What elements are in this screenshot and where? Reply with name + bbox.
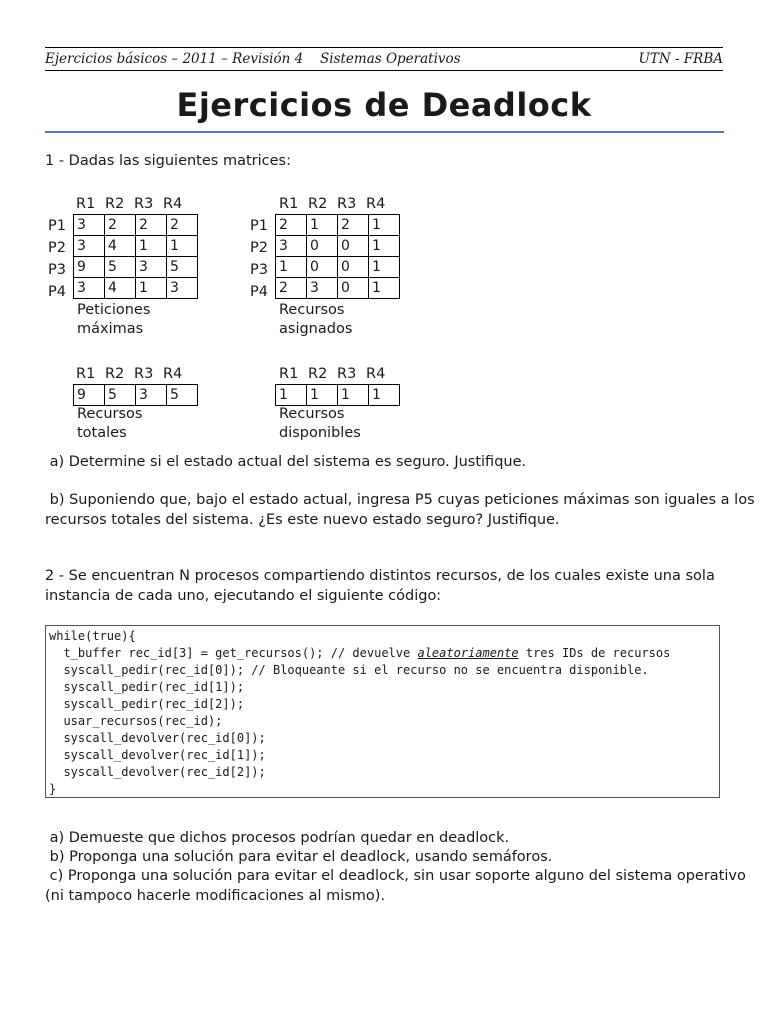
- header-right: UTN - FRBA: [638, 51, 723, 67]
- ex1-question-b-line2: recursos totales del sistema. ¿Es este nuevo estado seguro? Justifique.: [45, 512, 560, 528]
- ex2-question-b: b) Proponga una solución para evitar el deadlock, usando semáforos.: [45, 849, 553, 865]
- caption-line: Recursos: [279, 406, 345, 422]
- ex1-question-b-line1: b) Suponiendo que, bajo el estado actual, ingresa P5 cuyas peticiones máximas son iguales a los: [45, 492, 755, 508]
- col-header: R4: [163, 196, 183, 212]
- code-text: t_buffer rec_id[3] = get_recursos(); // devuelve: [49, 646, 418, 660]
- col-header: R3: [337, 366, 357, 382]
- title-divider: [45, 131, 724, 133]
- matrix-cell: 1: [338, 385, 369, 406]
- matrix-cell: 2: [276, 215, 307, 236]
- matrix-cell: 3: [74, 236, 105, 257]
- col-header: R1: [76, 196, 96, 212]
- page-header: [45, 47, 723, 71]
- matrix-cell: 0: [307, 257, 338, 278]
- caption-line: Recursos: [77, 406, 143, 422]
- max-col-headers: [76, 194, 192, 214]
- matrix-cell: 3: [74, 215, 105, 236]
- matrix-cell: 5: [167, 385, 198, 406]
- max-matrix: [73, 214, 198, 299]
- total-vector: [73, 384, 198, 406]
- col-header: R2: [308, 196, 328, 212]
- row-header: P1: [250, 218, 268, 234]
- matrix-cell: 3: [276, 236, 307, 257]
- matrix-cell: 1: [276, 257, 307, 278]
- alloc-row-headers: [250, 215, 268, 303]
- col-header: R3: [134, 196, 154, 212]
- matrix-cell: 4: [105, 236, 136, 257]
- max-caption: [77, 301, 150, 339]
- page-title: Ejercicios de Deadlock: [176, 86, 592, 124]
- matrix-cell: 2: [276, 278, 307, 299]
- matrix-cell: 0: [338, 278, 369, 299]
- row-header: P3: [48, 262, 66, 278]
- matrix-cell: 1: [167, 236, 198, 257]
- matrix-cell: 3: [307, 278, 338, 299]
- matrix-cell: 9: [74, 385, 105, 406]
- col-header: R1: [279, 196, 299, 212]
- caption-line: asignados: [279, 321, 353, 337]
- caption-line: disponibles: [279, 425, 361, 441]
- matrix-cell: 2: [338, 215, 369, 236]
- matrix-cell: 2: [105, 215, 136, 236]
- matrix-cell: 1: [369, 385, 400, 406]
- matrix-cell: 1: [369, 236, 400, 257]
- code-line: syscall_devolver(rec_id[1]);: [49, 748, 266, 762]
- col-header: R4: [366, 196, 386, 212]
- row-header: P2: [48, 240, 66, 256]
- matrix-cell: 3: [136, 257, 167, 278]
- matrix-cell: 1: [136, 278, 167, 299]
- code-line: }: [49, 782, 57, 796]
- row-header: P4: [250, 284, 268, 300]
- col-header: R3: [134, 366, 154, 382]
- code-text: tres IDs de recursos: [518, 646, 671, 660]
- alloc-col-headers: [279, 194, 395, 214]
- row-header: P1: [48, 218, 66, 234]
- header-center: Sistemas Operativos: [320, 51, 461, 67]
- matrix-cell: 3: [136, 385, 167, 406]
- matrix-cell: 3: [74, 278, 105, 299]
- code-line: usar_recursos(rec_id);: [49, 714, 223, 728]
- total-col-headers: [76, 364, 192, 384]
- code-line: syscall_devolver(rec_id[0]);: [49, 731, 266, 745]
- ex1-question-a: a) Determine si el estado actual del sistema es seguro. Justifique.: [45, 454, 527, 470]
- col-header: R2: [105, 366, 125, 382]
- matrix-cell: 5: [167, 257, 198, 278]
- matrix-cell: 4: [105, 278, 136, 299]
- code-emphasis: aleatoriamente: [417, 646, 519, 660]
- ex2-question-c-line2: (ni tampoco hacerle modificaciones al mismo).: [45, 888, 386, 904]
- code-line: syscall_pedir(rec_id[1]);: [49, 680, 245, 694]
- col-header: R3: [337, 196, 357, 212]
- matrix-cell: 1: [307, 385, 338, 406]
- max-row-headers: [48, 215, 66, 303]
- row-header: P3: [250, 262, 268, 278]
- matrix-cell: 2: [167, 215, 198, 236]
- row-header: P2: [250, 240, 268, 256]
- code-line: syscall_pedir(rec_id[2]);: [49, 697, 245, 711]
- code-line: while(true){: [49, 629, 136, 643]
- col-header: R4: [163, 366, 183, 382]
- matrix-cell: 5: [105, 385, 136, 406]
- code-line: [49, 645, 716, 662]
- ex1-intro: 1 - Dadas las siguientes matrices:: [45, 153, 291, 169]
- avail-col-headers: [279, 364, 395, 384]
- col-header: R2: [308, 366, 328, 382]
- ex2-question-c-line1: c) Proponga una solución para evitar el deadlock, sin usar soporte alguno del sistema operativo: [45, 868, 746, 884]
- col-header: R1: [76, 366, 96, 382]
- matrix-cell: 1: [369, 257, 400, 278]
- col-header: R2: [105, 196, 125, 212]
- matrix-cell: 3: [167, 278, 198, 299]
- matrix-cell: 1: [136, 236, 167, 257]
- matrix-cell: 0: [307, 236, 338, 257]
- col-header: R1: [279, 366, 299, 382]
- matrix-cell: 1: [276, 385, 307, 406]
- header-left: Ejercicios básicos – 2011 – Revisión 4: [45, 51, 304, 67]
- matrix-cell: 1: [307, 215, 338, 236]
- ex2-intro-line1: 2 - Se encuentran N procesos compartiendo distintos recursos, de los cuales existe una sola: [45, 568, 715, 584]
- ex2-question-a: a) Demueste que dichos procesos podrían quedar en deadlock.: [45, 830, 510, 846]
- caption-line: Recursos: [279, 302, 345, 318]
- matrix-cell: 5: [105, 257, 136, 278]
- matrix-cell: 1: [369, 215, 400, 236]
- total-caption: [77, 405, 142, 443]
- matrix-cell: 9: [74, 257, 105, 278]
- matrix-cell: 2: [136, 215, 167, 236]
- col-header: R4: [366, 366, 386, 382]
- code-block: [45, 625, 720, 798]
- alloc-caption: [279, 301, 352, 339]
- avail-caption: [279, 405, 361, 443]
- code-line: syscall_devolver(rec_id[2]);: [49, 765, 266, 779]
- caption-line: Peticiones: [77, 302, 151, 318]
- caption-line: totales: [77, 425, 127, 441]
- avail-vector: [275, 384, 400, 406]
- ex2-intro-line2: instancia de cada uno, ejecutando el siguiente código:: [45, 588, 442, 604]
- code-line: syscall_pedir(rec_id[0]); // Bloqueante si el recurso no se encuentra disponible.: [49, 663, 649, 677]
- matrix-cell: 0: [338, 236, 369, 257]
- caption-line: máximas: [77, 321, 144, 337]
- matrix-cell: 1: [369, 278, 400, 299]
- row-header: P4: [48, 284, 66, 300]
- matrix-cell: 0: [338, 257, 369, 278]
- alloc-matrix: [275, 214, 400, 299]
